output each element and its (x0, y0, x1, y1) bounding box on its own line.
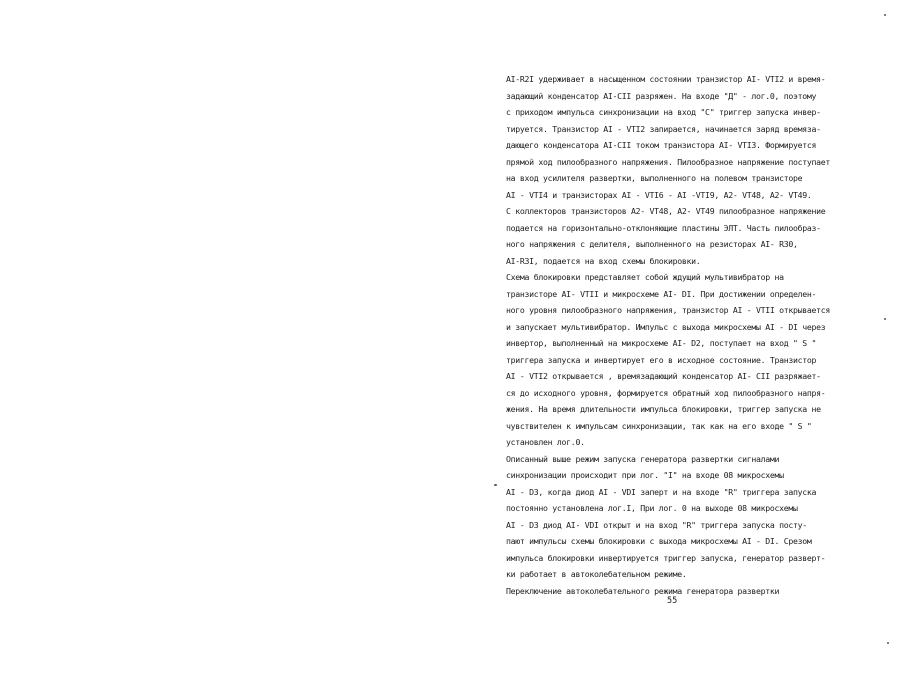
text-line: С коллекторов транзисторов A2- VT48, A2- VT49 пилообразное напряжение (506, 206, 826, 216)
text-line: ного уровня пилообразного напряжения, транзистор AI - VTII открывается (506, 305, 831, 315)
text-line: дающего конденсатора AI-CII током транзистора AI- VTI3. Формируется (506, 140, 817, 150)
scan-speck (887, 642, 889, 644)
page-number: 55 (667, 596, 678, 606)
text-line: прямой ход пилообразного напряжения. Пилообразное напряжение поступает (506, 156, 831, 167)
scan-speck (494, 484, 497, 486)
text-line: AI-R3I, подается на вход схемы блокировки. (506, 255, 701, 266)
text-line: ного напряжения с делителя, выполненного на резисторах AI- R30, (506, 239, 798, 249)
text-line: жения. На время длительности импульса блокировки, триггер запуска не (506, 404, 821, 414)
text-line: AI - D3, когда диод AI - VDI заперт и на входе "R" триггера запуска (506, 486, 817, 497)
text-line: Описанный выше режим запуска генератора развертки сигналами (506, 453, 780, 464)
text-line: чувствителен к импульсам синхронизации, так как на его входе " S " (506, 420, 812, 431)
text-line: задающий конденсатор AI-CII разряжен. На входе "Д" - лог.0, поэтому (506, 90, 817, 101)
text-line: Переключение автоколебательного режима генератора развертки (506, 585, 780, 596)
text-line: AI - D3 диод AI- VDI открыт и на вход "R" триггера запуска посту- (506, 519, 807, 530)
text-line: пают импульсы схемы блокировки с выхода микросхемы AI - DI. Срезом (506, 536, 812, 546)
text-line: постоянно установлена лог.I, При лог. 0 на выходе 08 микросхемы (506, 503, 798, 513)
text-line: синхронизации происходит при лог. "I" на входе 08 микросхемы (506, 470, 784, 480)
text-line: на вход усилителя развертки, выполненного на полевом транзисторе (506, 173, 803, 183)
text-line: AI-R2I удерживает в насыщенном состоянии транзистор AI- VTI2 и время- (506, 74, 826, 84)
text-line: AI - VTI2 открывается , времязадающий конденсатор AI- CII разряжает- (506, 371, 821, 381)
scan-speck (884, 318, 886, 320)
text-line: AI - VTI4 и транзисторах AI - VTI6 - AI -VTI9, A2- VT48, A2- VT49. (506, 189, 812, 200)
text-line: триггера запуска и инвертирует его в исходное состояние. Транзистор (506, 354, 817, 365)
text-line: транзисторе AI- VTII и микросхеме AI- DI. При достижении определен- (506, 288, 817, 299)
scan-speck (884, 14, 886, 16)
text-line: инвертор, выполненный на микросхеме AI- D2, поступает на вход " S " (506, 338, 817, 348)
text-line: тируется. Транзистор AI - VTI2 запирается, начинается заряд времяза- (506, 123, 821, 134)
text-line: подается на горизонтально-отклоняющие пластины ЭЛТ. Часть пилообраз- (506, 222, 821, 233)
text-line: и запускает мультивибратор. Импульс с выхода микросхемы AI - DI через (506, 321, 826, 332)
text-line: с приходом импульса синхронизации на вход "С" триггер запуска инвер- (506, 107, 821, 117)
text-line: ся до исходного уровня, формируется обратный ход пилообразного напря- (506, 387, 826, 398)
body-text (506, 71, 862, 599)
text-line: импульса блокировки инвертируется триггер запуска, генератор разверт- (506, 552, 826, 563)
text-line: установлен лог.0. (506, 437, 585, 447)
text-line: Схема блокировки представляет собой ждущий мультивибратор на (506, 272, 784, 282)
text-line: ки работает в автоколебательном режиме. (506, 569, 687, 579)
